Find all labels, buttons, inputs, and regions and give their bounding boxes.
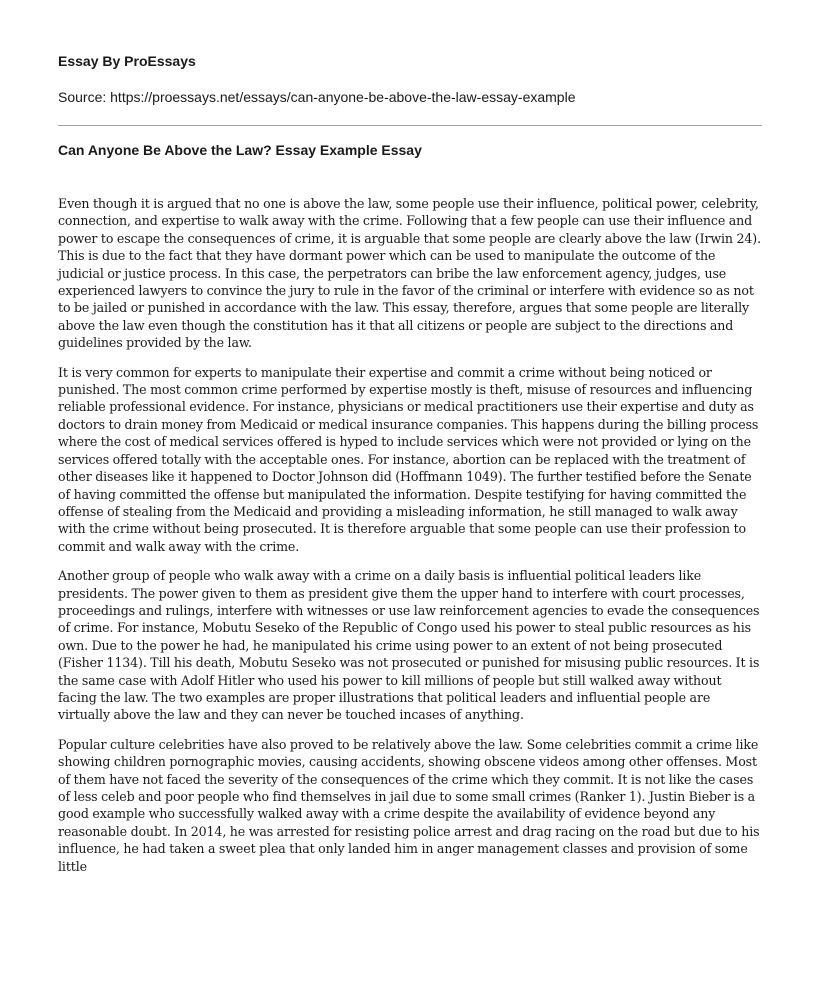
essay-paragraph: Popular culture celebrities have also proved to be relatively above the law. Some celebrities commit a crime like showing children pornographic movies, causing accidents, showing obscene videos among other offenses. Most of them have not faced the severity of the consequences of the crime which they commit. It is not like the cases of less celeb and poor people who find themselves in jail due to some small crimes (Ranker 1). Justin Bieber is a good example who successfully walked away with a crime despite the availability of evidence beyond any reasonable doubt. In 2014, he was arrested for resisting police arrest and drag racing on the road but due to his influence, he had taken a sweet plea that only landed him in anger management classes and provision of some little bbox=[58, 736, 760, 874]
source-line: Source: https://proessays.net/essays/can-anyone-be-above-the-law-essay-example bbox=[58, 89, 576, 105]
essay-title: Can Anyone Be Above the Law? Essay Example Essay bbox=[58, 142, 422, 158]
essay-body bbox=[58, 195, 762, 875]
essay-paragraph: It is very common for experts to manipulate their expertise and commit a crime without being noticed or punished. The most common crime performed by expertise mostly is theft, misuse of resources and influencing reliable professional evidence. For instance, physicians or medical practitioners use their expertise and duty as doctors to drain money from Medicaid or medical insurance companies. This happens during the billing process where the cost of medical services offered is hyped to include services which were not provided or lying on the services offered totally with the acceptable ones. For instance, abortion can be replaced with the treatment of other diseases like it happened to Doctor Johnson did (Hoffmann 1049). The further testified before the Senate of having committed the offense but manipulated the information. Despite testifying for having committed the offense of stealing from the Medicaid and providing a misleading information, he still managed to walk away with the crime without being prosecuted. It is therefore arguable that some people can use their profession to commit and walk away with the crime. bbox=[58, 364, 759, 554]
site-title: Essay By ProEssays bbox=[58, 53, 196, 69]
essay-paragraph: Another group of people who walk away with a crime on a daily basis is influential political leaders like presidents. The power given to them as president give them the upper hand to interfere with court processes, proceedings and rulings, interfere with witnesses or use law reinforcement agencies to evade the consequences of crime. For instance, Mobutu Seseko of the Republic of Congo used his power to steal public resources as his own. Due to the power he had, he manipulated his crime using power to an extent of not being prosecuted (Fisher 1134). Till his death, Mobutu Seseko was not prosecuted or punished for misusing public resources. It is the same case with Adolf Hitler who used his power to kill millions of people but still walked away without facing the law. The two examples are proper illustrations that political leaders and influential people are virtually above the law and they can never be touched incases of anything. bbox=[58, 568, 760, 723]
essay-paragraph: Even though it is argued that no one is above the law, some people use their influence, political power, celebrity, connection, and expertise to walk away with the crime. Following that a few people can use their influence and power to escape the consequences of crime, it is arguable that some people are clearly above the law (Irwin 24). This is due to the fact that they have dormant power which can be used to manipulate the outcome of the judicial or justice process. In this case, the perpetrators can bribe the law enforcement agency, judges, use experienced lawyers to convince the jury to rule in the favor of the criminal or interfere with evidence so as not to be jailed or punished in accordance with the law. This essay, therefore, argues that some people are literally above the law even though the constitution has it that all citizens or people are subject to the directions and guidelines provided by the law. bbox=[58, 196, 761, 351]
header-divider bbox=[58, 125, 762, 126]
